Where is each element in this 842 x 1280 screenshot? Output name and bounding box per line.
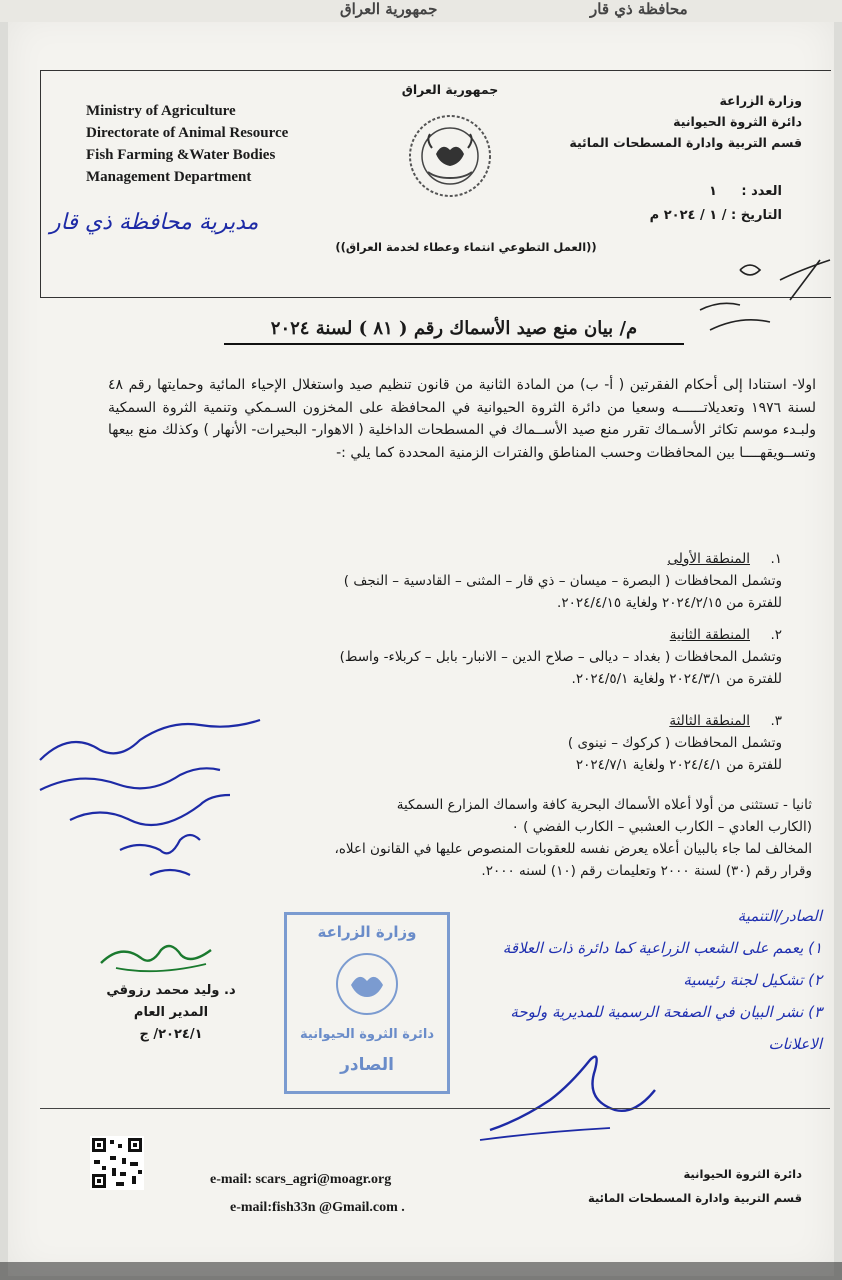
- number-label: العدد :: [741, 184, 782, 199]
- zone-1: [132, 548, 782, 614]
- date-value: / ١ / ٢٠٢٤ م: [649, 208, 727, 223]
- signatory-position: المدير العام: [133, 1005, 209, 1020]
- zone-2: [132, 624, 782, 690]
- ministry-ar: وزارة الزراعة: [719, 93, 802, 108]
- signatory-date: ٢٠٢٤/١/ ج: [139, 1027, 203, 1042]
- email-1[interactable]: e-mail: scars_agri@moagr.org: [210, 1172, 392, 1187]
- handwritten-note-3: ٣) نشر البيان في الصفحة الرسمية للمديرية ولوحة الاعلانات: [510, 1003, 822, 1053]
- footer-ar-line-1: دائرة الثروة الحيوانية: [683, 1167, 802, 1181]
- zone-3-number: ٣.: [770, 713, 782, 729]
- zone-2-period: للفترة من ٢٠٢٤/٣/١ ولغاية ٢٠٢٤/٥/١.: [571, 671, 782, 687]
- ministry-logo-icon: [402, 108, 498, 204]
- zone-3-provinces: وتشمل المحافظات ( كركوك – نينوى ): [567, 735, 782, 751]
- handwritten-signature-icon: [470, 1040, 670, 1150]
- date-label: التاريخ :: [731, 208, 782, 223]
- handwritten-note-1: ١) يعمم على الشعب الزراعية كما دائرة ذات العلاقة: [502, 939, 822, 957]
- handwritten-note-2: ٢) تشكيل لجنة رئيسية: [683, 971, 822, 989]
- official-stamp: [284, 912, 450, 1094]
- footer-ar-line-2: قسم التربية وادارة المسطحات المائية: [587, 1191, 802, 1205]
- department-en-1: Fish Farming &Water Bodies: [86, 147, 276, 163]
- zone-1-period: للفترة من ٢٠٢٤/٢/١٥ ولغاية ٢٠٢٤/٤/١٥.: [557, 595, 782, 611]
- republic-name: جمهورية العراق: [401, 82, 499, 97]
- zone-1-number: ١.: [770, 551, 782, 567]
- directorate-ar: دائرة الثروة الحيوانية: [673, 114, 802, 129]
- stamp-middle: دائرة الثروة الحيوانية: [300, 1027, 434, 1042]
- zone-2-number: ٢.: [770, 627, 782, 643]
- handwritten-annotation-icon: [30, 700, 290, 890]
- second-line-1: ثانيا - تستثنى من أولا أعلاه الأسماك البحرية كافة واسماك المزارع السمكية: [396, 797, 812, 813]
- slogan: ((العمل التطوعي انتماء وعطاء لخدمة العراق)): [335, 240, 597, 254]
- stamp-top: وزارة الزراعة: [317, 923, 417, 941]
- second-line-3: المخالف لما جاء بالبيان أعلاه يعرض نفسه للعقوبات المنصوص عليها في القانون اعلاه،: [334, 841, 812, 857]
- second-line-2: (الكارب العادي – الكارب العشبي – الكارب الفضي ) ٠: [511, 819, 812, 835]
- handwritten-addressee: مديرية محافظة ذي قار: [50, 210, 259, 235]
- zone-2-provinces: وتشمل المحافظات ( بغداد – ديالى – صلاح الدين – الانبار- بابل – كربلاء- واسط): [339, 649, 782, 665]
- previous-page-strip: [0, 0, 842, 22]
- department-ar: قسم التربية وادارة المسطحات المائية: [569, 135, 802, 150]
- arabic-letterhead: [542, 90, 802, 153]
- zone-1-provinces: وتشمل المحافظات ( البصرة – ميسان – ذي قار – المثنى – القادسية – النجف ): [343, 573, 782, 589]
- footer-divider: [40, 1108, 830, 1109]
- document-number: [709, 184, 782, 199]
- directorate-en: Directorate of Animal Resource: [86, 125, 289, 141]
- stamp-emblem-icon: [327, 949, 407, 1019]
- second-line-4: وقرار رقم (٣٠) لسنة ٢٠٠٠ وتعليمات رقم (١٠) لسنه ٢٠٠٠.: [481, 863, 812, 879]
- handwritten-mark-icon: [680, 250, 840, 360]
- zone-3-period: للفترة من ٢٠٢٤/٤/١ ولغاية ٢٠٢٤/٧/١: [575, 757, 782, 773]
- signatory-name: د. وليد محمد رزوقي: [106, 983, 236, 998]
- handwritten-note-header: الصادر/التنمية: [737, 907, 822, 925]
- qr-code-icon: [90, 1136, 144, 1190]
- handwritten-notes: [462, 900, 822, 1060]
- bottom-edge: [0, 1262, 842, 1280]
- top-strip-right: محافظة ذي قار: [590, 0, 688, 18]
- signatory-block: [96, 980, 246, 1046]
- stamp-bottom: الصادر: [340, 1055, 394, 1075]
- footer-arabic: [562, 1162, 802, 1210]
- top-strip-left: جمهورية العراق: [340, 0, 438, 18]
- english-letterhead: [86, 100, 288, 188]
- zone-1-title: المنطقة الأولى: [667, 551, 750, 567]
- zone-2-title: المنطقة الثانية: [669, 627, 750, 643]
- document-date: [650, 208, 782, 223]
- signature-icon: [96, 928, 216, 978]
- ministry-en: Ministry of Agriculture: [86, 103, 236, 119]
- number-value: ١: [708, 184, 717, 199]
- statement-title: م/ بيان منع صيد الأسماك رقم ( ٨١ ) لسنة ٢٠٢٤: [224, 318, 684, 345]
- email-2[interactable]: e-mail:fish33n @Gmail.com .: [230, 1200, 405, 1215]
- department-en-2: Management Department: [86, 169, 252, 185]
- paragraph-first: اولا- استنادا إلى أحكام الفقرتين ( أ- ب) من المادة الثانية من قانون تنظيم صيد واستغلال الإحياء المائية وحمايتها رقم ٤٨ لسنة ١٩٧٦ وتعديلاتــــــه وسعيا من دائرة الثروة الحيوانية في المحافظة على المخزون السـمكي وتنمية الثروة السمكية ولبـدء موسم تكاثر الأسـماك تقرر منع صيد الأســماك في المسطحات الداخلية ( الاهوار- البحيرات- الأنهار ) وكذلك منع بيعها وتســويقهــــا بين المحافظات وحسب المناطق والفترات الزمنية المحددة كما يلي :-: [108, 377, 816, 461]
- zone-3-title: المنطقة الثالثة: [669, 713, 750, 729]
